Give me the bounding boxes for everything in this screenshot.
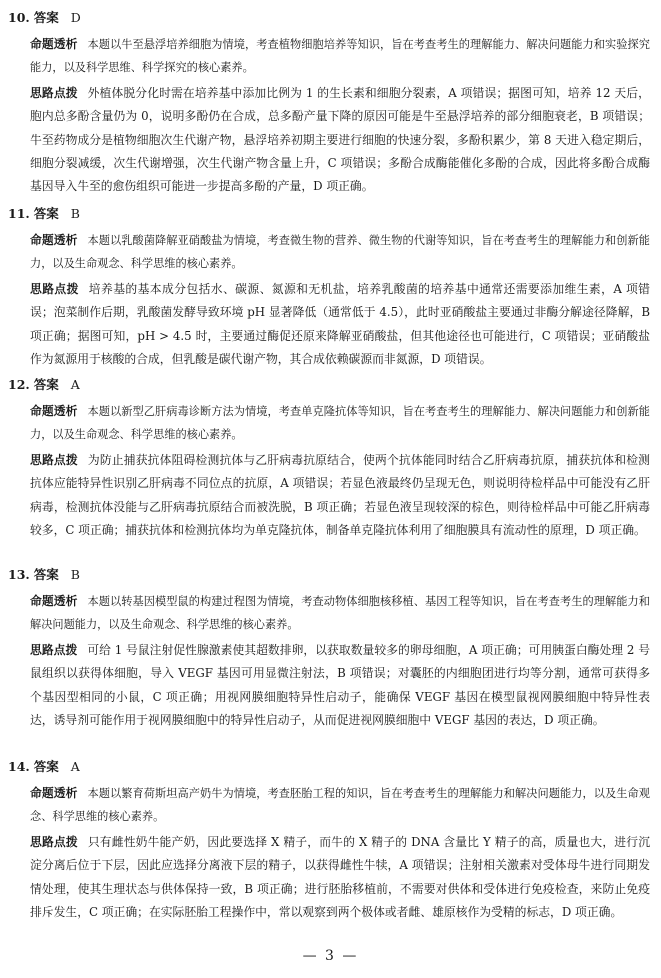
tips-text: 为防止捕获抗体阻碍检测抗体与乙肝病毒抗原结合，使两个抗体能同时结合乙肝病毒抗原，捕获抗体和检测抗体应能特异性识别乙肝病毒不同位点的抗原，A 项错误；若显色液最终仍呈现无色，则说明待检样品中可能没有乙肝病毒，检测抗体没能与乙肝病毒抗原结合而被洗脱，B 项正确；若显色液呈现较深的棕色，则待检样品中可能乙肝病毒较多，C 项正确；捕获抗体和检测抗体均为单克隆抗体，制备单克隆抗体利用了细胞膜具有流动性的原理，D 项正确。 xyxy=(30,453,650,537)
question-header xyxy=(8,377,80,393)
analysis-block xyxy=(30,400,650,447)
answer-label: 答案 xyxy=(33,206,59,221)
answer-letter: A xyxy=(70,377,80,392)
answer-label: 答案 xyxy=(33,759,59,774)
tips-block xyxy=(30,278,650,371)
tips-block xyxy=(30,82,650,198)
analysis-text: 本题以牛至悬浮培养细胞为情境，考查植物细胞培养等知识，旨在考查考生的理解能力、解决问题能力和实验探究能力，以及科学思维、科学探究的核心素养。 xyxy=(30,38,650,75)
tips-text: 可给 1 号鼠注射促性腺激素使其超数排卵，以获取数量较多的卵母细胞，A 项正确；可用胰蛋白酶处理 2 号鼠组织以获得体细胞，导入 VEGF 基因可用显微注射法，B 项错误；对囊胚的内细胞团进行均等分割，通常可获得多个基因型相同的小鼠，C 项正确；用视网膜细胞特异性启动子，能确保 VEGF 基因在模型鼠视网膜细胞中特异性表达，诱导剂可能作用于视网膜细胞中的特异性启动子，从而促进视网膜细胞中 VEGF 基因的表达，D 项正确。 xyxy=(30,643,650,727)
tips-block xyxy=(30,639,650,732)
analysis-text: 本题以繁育荷斯坦高产奶牛为情境，考查胚胎工程的知识，旨在考查考生的理解能力和解决问题能力，以及生命观念、科学思维的核心素养。 xyxy=(30,787,650,824)
answer-label: 答案 xyxy=(33,10,59,25)
answer-letter: B xyxy=(70,206,80,221)
question-header xyxy=(8,567,80,583)
question-number: 11. xyxy=(8,206,30,221)
answer-letter: D xyxy=(70,10,81,25)
question-header xyxy=(8,759,80,775)
question-number: 14. xyxy=(8,759,30,774)
tips-text: 只有雌性奶牛能产奶，因此要选择 X 精子，而牛的 X 精子的 DNA 含量比 Y 精子的高，质量也大，进行沉淀分离后位于下层，因此应选择分离液下层的精子，以获得雌性牛犊，A 项错误；注射相关激素对受体母牛进行同期发情处理，使其生理状态与供体保持一致，B 项正确；进行胚胎移植前，不需要对供体和受体进行免疫检查，来防止免疫排斥发生，C 项正确；在实际胚胎工程操作中，常以观察到两个极体或者雌、雄原核作为受精的标志，D 项正确。 xyxy=(30,835,650,919)
analysis-block xyxy=(30,33,650,80)
tips-label: 思路点拨 xyxy=(30,282,79,296)
analysis-label: 命题透析 xyxy=(30,37,78,51)
tips-label: 思路点拨 xyxy=(30,835,78,849)
analysis-label: 命题透析 xyxy=(30,786,78,800)
analysis-block xyxy=(30,229,650,276)
page-number: — 3 — xyxy=(302,948,359,964)
analysis-text: 本题以转基因模型鼠的构建过程图为情境，考查动物体细胞核移植、基因工程等知识，旨在考查考生的理解能力和解决问题能力，以及生命观念、科学思维的核心素养。 xyxy=(30,595,650,632)
answer-label: 答案 xyxy=(33,377,59,392)
question-number: 12. xyxy=(8,377,30,392)
analysis-block xyxy=(30,590,650,637)
tips-label: 思路点拨 xyxy=(30,643,78,657)
answer-label: 答案 xyxy=(33,567,59,582)
tips-block xyxy=(30,449,650,542)
analysis-label: 命题透析 xyxy=(30,233,78,247)
analysis-text: 本题以新型乙肝病毒诊断方法为情境，考查单克隆抗体等知识，旨在考查考生的理解能力、解决问题能力和创新能力，以及生命观念、科学思维的核心素养。 xyxy=(30,405,650,442)
tips-block xyxy=(30,831,650,924)
answer-letter: A xyxy=(70,759,80,774)
question-number: 13. xyxy=(8,567,30,582)
analysis-label: 命题透析 xyxy=(30,594,78,608)
tips-label: 思路点拨 xyxy=(30,453,78,467)
tips-text: 外植体脱分化时需在培养基中添加比例为 1 的生长素和细胞分裂素，A 项错误；据图可知，培养 12 天后，胞内总多酚含量仍为 0，说明多酚仍在合成，总多酚产量下降的原因可能是牛至悬浮培养的部分细胞衰老，B 项错误；牛至药物成分是植物细胞次生代谢产物，悬浮培养初期主要进行细胞的快速分裂，多酚积累少，第 8 天进入稳定期后，细胞分裂减缓，次生代谢增强，次生代谢产物含量上升，C 项错误；多酚合成酶能催化多酚的合成，因此将多酚合成酶基因导入牛至的愈伤组织可能进一步提高多酚的产量，D 项正确。 xyxy=(30,86,650,194)
question-header xyxy=(8,206,80,222)
analysis-block xyxy=(30,782,650,829)
question-number: 10. xyxy=(8,10,30,25)
question-header xyxy=(8,10,81,26)
analysis-text: 本题以乳酸菌降解亚硝酸盐为情境，考查微生物的营养、微生物的代谢等知识，旨在考查考生的理解能力和创新能力，以及生命观念、科学思维的核心素养。 xyxy=(30,234,650,271)
tips-text: 培养基的基本成分包括水、碳源、氮源和无机盐，培养乳酸菌的培养基中通常还需要添加维生素，A 项错误；泡菜制作后期，乳酸菌发酵导致环境 pH 显著降低（通常低于 4.5），此时亚硝酸盐主要通过非酶分解途径降解，B 项正确；据图可知，pH > 4.5 时，主要通过酶促还原来降解亚硝酸盐，但其他途径也可能进行，C 项错误；亚硝酸盐作为氮源用于核酸的合成，但乳酸是碳代谢产物，其合成依赖碳源而非氮源，D 项错误。 xyxy=(30,282,650,366)
answer-letter: B xyxy=(70,567,80,582)
analysis-label: 命题透析 xyxy=(30,404,78,418)
tips-label: 思路点拨 xyxy=(30,86,78,100)
